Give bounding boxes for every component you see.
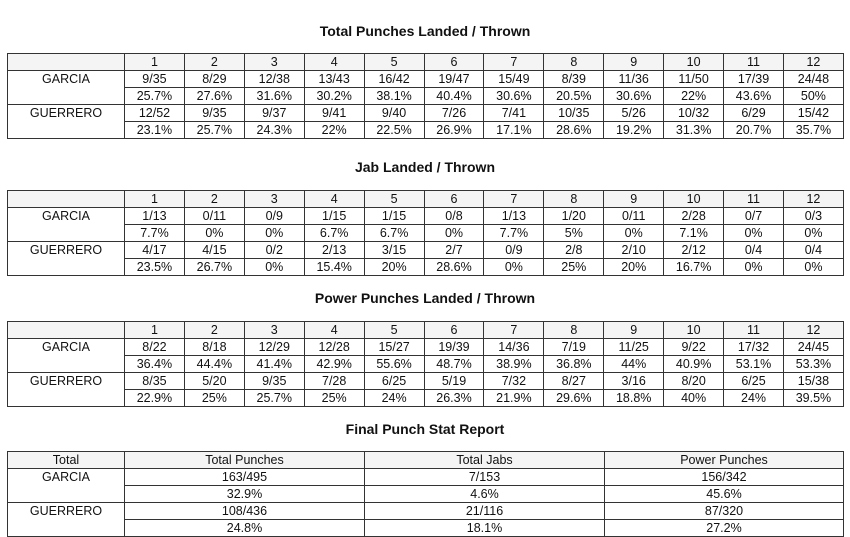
round-header: 9 — [604, 322, 664, 339]
fighter-count-row — [8, 242, 844, 259]
landed-thrown-cell: 0/11 — [604, 208, 664, 225]
percent-cell: 31.3% — [664, 122, 724, 139]
percent-cell: 30.6% — [604, 88, 664, 105]
percent-cell: 0% — [783, 225, 843, 242]
landed-thrown-cell: 9/41 — [304, 105, 364, 122]
landed-thrown-cell: 3/16 — [604, 373, 664, 390]
landed-thrown-cell: 0/9 — [244, 208, 304, 225]
landed-thrown-cell: 15/27 — [364, 339, 424, 356]
landed-thrown-cell: 5/26 — [604, 105, 664, 122]
landed-thrown-cell: 10/35 — [544, 105, 604, 122]
round-header: 1 — [125, 54, 185, 71]
fighter-name-spacer — [8, 122, 125, 139]
round-header: 11 — [724, 191, 784, 208]
fighter-name-spacer — [8, 259, 125, 276]
landed-thrown-cell: 9/40 — [364, 105, 424, 122]
landed-thrown-cell: 24/48 — [783, 71, 843, 88]
percent-cell: 23.5% — [125, 259, 185, 276]
fighter-percent-row — [8, 390, 844, 407]
landed-thrown-cell: 156/342 — [605, 469, 844, 486]
percent-cell: 16.7% — [664, 259, 724, 276]
fighter-name-spacer — [8, 390, 125, 407]
landed-thrown-cell: 0/7 — [724, 208, 784, 225]
fighter-count-row — [8, 71, 844, 88]
percent-cell: 24.3% — [244, 122, 304, 139]
landed-thrown-cell: 8/35 — [125, 373, 185, 390]
percent-cell: 41.4% — [244, 356, 304, 373]
fighter-name-spacer — [8, 88, 125, 105]
total-punches-table — [7, 53, 844, 139]
landed-thrown-cell: 9/35 — [125, 71, 185, 88]
percent-cell: 6.7% — [304, 225, 364, 242]
landed-thrown-cell: 15/42 — [783, 105, 843, 122]
landed-thrown-cell: 0/4 — [724, 242, 784, 259]
fighter-count-row — [8, 373, 844, 390]
percent-cell: 22% — [304, 122, 364, 139]
percent-cell: 17.1% — [484, 122, 544, 139]
landed-thrown-cell: 8/29 — [184, 71, 244, 88]
round-header: 12 — [783, 322, 843, 339]
landed-thrown-cell: 12/28 — [304, 339, 364, 356]
landed-thrown-cell: 19/47 — [424, 71, 484, 88]
percent-cell: 7.7% — [125, 225, 185, 242]
fighter-name-spacer — [8, 356, 125, 373]
percent-cell: 25.7% — [125, 88, 185, 105]
percent-cell: 43.6% — [724, 88, 784, 105]
landed-thrown-cell: 11/50 — [664, 71, 724, 88]
round-header: 7 — [484, 191, 544, 208]
landed-thrown-cell: 7/153 — [365, 469, 605, 486]
fighter-name: GARCIA — [8, 469, 125, 486]
jabs-table — [7, 190, 844, 276]
percent-cell: 42.9% — [304, 356, 364, 373]
round-header: 7 — [484, 322, 544, 339]
fighter-name: GARCIA — [8, 71, 125, 88]
landed-thrown-cell: 11/25 — [604, 339, 664, 356]
landed-thrown-cell: 9/35 — [184, 105, 244, 122]
landed-thrown-cell: 14/36 — [484, 339, 544, 356]
fighter-count-row — [8, 339, 844, 356]
percent-cell: 24% — [724, 390, 784, 407]
total-punches-table-wrap — [0, 53, 850, 139]
round-header: 8 — [544, 54, 604, 71]
landed-thrown-cell: 6/25 — [364, 373, 424, 390]
fighter-percent-row — [8, 520, 844, 537]
column-header: Total Jabs — [365, 452, 605, 469]
percent-cell: 23.1% — [125, 122, 185, 139]
landed-thrown-cell: 5/19 — [424, 373, 484, 390]
percent-cell: 25.7% — [184, 122, 244, 139]
percent-cell: 24.8% — [125, 520, 365, 537]
percent-cell: 40.9% — [664, 356, 724, 373]
landed-thrown-cell: 16/42 — [364, 71, 424, 88]
round-header: 4 — [304, 191, 364, 208]
percent-cell: 26.7% — [184, 259, 244, 276]
header-corner — [8, 54, 125, 71]
percent-cell: 30.6% — [484, 88, 544, 105]
percent-cell: 20% — [604, 259, 664, 276]
percent-cell: 38.9% — [484, 356, 544, 373]
percent-cell: 55.6% — [364, 356, 424, 373]
round-header: 11 — [724, 54, 784, 71]
fighter-name: GUERRERO — [8, 373, 125, 390]
percent-cell: 28.6% — [424, 259, 484, 276]
power-punches-table-wrap — [0, 321, 850, 407]
landed-thrown-cell: 0/11 — [184, 208, 244, 225]
landed-thrown-cell: 108/436 — [125, 503, 365, 520]
round-header: 6 — [424, 191, 484, 208]
total-punches-title: Total Punches Landed / Thrown — [319, 23, 531, 39]
percent-cell: 0% — [724, 259, 784, 276]
round-header: 8 — [544, 322, 604, 339]
landed-thrown-cell: 0/2 — [244, 242, 304, 259]
landed-thrown-cell: 0/9 — [484, 242, 544, 259]
landed-thrown-cell: 2/10 — [604, 242, 664, 259]
landed-thrown-cell: 0/8 — [424, 208, 484, 225]
landed-thrown-cell: 5/20 — [184, 373, 244, 390]
landed-thrown-cell: 9/35 — [244, 373, 304, 390]
landed-thrown-cell: 8/20 — [664, 373, 724, 390]
landed-thrown-cell: 8/39 — [544, 71, 604, 88]
fighter-name: GARCIA — [8, 339, 125, 356]
round-header: 2 — [184, 54, 244, 71]
percent-cell: 7.7% — [484, 225, 544, 242]
landed-thrown-cell: 6/29 — [724, 105, 784, 122]
header-corner — [8, 191, 125, 208]
column-header: Power Punches — [605, 452, 844, 469]
percent-cell: 53.1% — [724, 356, 784, 373]
percent-cell: 31.6% — [244, 88, 304, 105]
percent-cell: 18.8% — [604, 390, 664, 407]
percent-cell: 28.6% — [544, 122, 604, 139]
percent-cell: 29.6% — [544, 390, 604, 407]
fighter-name: GUERRERO — [8, 105, 125, 122]
percent-cell: 27.6% — [184, 88, 244, 105]
landed-thrown-cell: 2/12 — [664, 242, 724, 259]
percent-cell: 32.9% — [125, 486, 365, 503]
power-punches-title: Power Punches Landed / Thrown — [314, 290, 536, 306]
landed-thrown-cell: 0/4 — [783, 242, 843, 259]
header-corner — [8, 322, 125, 339]
round-header: 4 — [304, 322, 364, 339]
landed-thrown-cell: 9/37 — [244, 105, 304, 122]
fighter-name: GUERRERO — [8, 242, 125, 259]
percent-cell: 0% — [244, 225, 304, 242]
percent-cell: 22.5% — [364, 122, 424, 139]
percent-cell: 25% — [184, 390, 244, 407]
landed-thrown-cell: 17/39 — [724, 71, 784, 88]
percent-cell: 36.4% — [125, 356, 185, 373]
landed-thrown-cell: 2/7 — [424, 242, 484, 259]
percent-cell: 27.2% — [605, 520, 844, 537]
percent-cell: 25% — [304, 390, 364, 407]
fighter-name-spacer — [8, 520, 125, 537]
landed-thrown-cell: 1/20 — [544, 208, 604, 225]
percent-cell: 4.6% — [365, 486, 605, 503]
percent-cell: 20.5% — [544, 88, 604, 105]
landed-thrown-cell: 87/320 — [605, 503, 844, 520]
column-header: Total — [8, 452, 125, 469]
fighter-percent-row — [8, 122, 844, 139]
percent-cell: 22.9% — [125, 390, 185, 407]
percent-cell: 38.1% — [364, 88, 424, 105]
landed-thrown-cell: 7/28 — [304, 373, 364, 390]
jabs-table-wrap — [0, 190, 850, 276]
landed-thrown-cell: 15/49 — [484, 71, 544, 88]
fighter-percent-row — [8, 88, 844, 105]
landed-thrown-cell: 163/495 — [125, 469, 365, 486]
landed-thrown-cell: 7/19 — [544, 339, 604, 356]
percent-cell: 24% — [364, 390, 424, 407]
round-header: 10 — [664, 191, 724, 208]
round-header: 5 — [364, 322, 424, 339]
fighter-name-spacer — [8, 486, 125, 503]
round-header: 10 — [664, 54, 724, 71]
power-punches-table — [7, 321, 844, 407]
landed-thrown-cell: 4/15 — [184, 242, 244, 259]
round-header: 11 — [724, 322, 784, 339]
landed-thrown-cell: 21/116 — [365, 503, 605, 520]
round-header: 10 — [664, 322, 724, 339]
fighter-count-row — [8, 469, 844, 486]
percent-cell: 0% — [424, 225, 484, 242]
landed-thrown-cell: 12/52 — [125, 105, 185, 122]
landed-thrown-cell: 7/26 — [424, 105, 484, 122]
landed-thrown-cell: 2/13 — [304, 242, 364, 259]
fighter-percent-row — [8, 225, 844, 242]
percent-cell: 44% — [604, 356, 664, 373]
percent-cell: 0% — [244, 259, 304, 276]
header-row — [8, 191, 844, 208]
fighter-name: GARCIA — [8, 208, 125, 225]
landed-thrown-cell: 8/22 — [125, 339, 185, 356]
round-header: 4 — [304, 54, 364, 71]
percent-cell: 6.7% — [364, 225, 424, 242]
percent-cell: 21.9% — [484, 390, 544, 407]
header-row — [8, 452, 844, 469]
percent-cell: 48.7% — [424, 356, 484, 373]
round-header: 2 — [184, 322, 244, 339]
percent-cell: 20.7% — [724, 122, 784, 139]
final-report-table-wrap — [0, 451, 850, 537]
percent-cell: 30.2% — [304, 88, 364, 105]
column-header: Total Punches — [125, 452, 365, 469]
percent-cell: 35.7% — [783, 122, 843, 139]
landed-thrown-cell: 19/39 — [424, 339, 484, 356]
landed-thrown-cell: 11/36 — [604, 71, 664, 88]
fighter-percent-row — [8, 259, 844, 276]
fighter-name: GUERRERO — [8, 503, 125, 520]
fighter-count-row — [8, 503, 844, 520]
landed-thrown-cell: 7/32 — [484, 373, 544, 390]
round-header: 1 — [125, 191, 185, 208]
fighter-count-row — [8, 208, 844, 225]
percent-cell: 19.2% — [604, 122, 664, 139]
final-report-table — [7, 451, 844, 537]
round-header: 12 — [783, 191, 843, 208]
percent-cell: 44.4% — [184, 356, 244, 373]
round-header: 9 — [604, 54, 664, 71]
round-header: 3 — [244, 322, 304, 339]
round-header: 6 — [424, 322, 484, 339]
landed-thrown-cell: 17/32 — [724, 339, 784, 356]
landed-thrown-cell: 1/15 — [304, 208, 364, 225]
landed-thrown-cell: 13/43 — [304, 71, 364, 88]
round-header: 8 — [544, 191, 604, 208]
fighter-percent-row — [8, 486, 844, 503]
percent-cell: 26.3% — [424, 390, 484, 407]
percent-cell: 36.8% — [544, 356, 604, 373]
percent-cell: 5% — [544, 225, 604, 242]
landed-thrown-cell: 24/45 — [783, 339, 843, 356]
header-row — [8, 54, 844, 71]
percent-cell: 7.1% — [664, 225, 724, 242]
landed-thrown-cell: 10/32 — [664, 105, 724, 122]
percent-cell: 39.5% — [783, 390, 843, 407]
round-header: 3 — [244, 191, 304, 208]
landed-thrown-cell: 1/13 — [125, 208, 185, 225]
percent-cell: 50% — [783, 88, 843, 105]
fighter-name-spacer — [8, 225, 125, 242]
percent-cell: 40.4% — [424, 88, 484, 105]
fighter-count-row — [8, 105, 844, 122]
landed-thrown-cell: 3/15 — [364, 242, 424, 259]
percent-cell: 26.9% — [424, 122, 484, 139]
landed-thrown-cell: 2/28 — [664, 208, 724, 225]
percent-cell: 25.7% — [244, 390, 304, 407]
round-header: 6 — [424, 54, 484, 71]
landed-thrown-cell: 4/17 — [125, 242, 185, 259]
percent-cell: 25% — [544, 259, 604, 276]
percent-cell: 15.4% — [304, 259, 364, 276]
round-header: 2 — [184, 191, 244, 208]
percent-cell: 0% — [783, 259, 843, 276]
percent-cell: 22% — [664, 88, 724, 105]
final-report-title: Final Punch Stat Report — [345, 421, 505, 437]
landed-thrown-cell: 8/27 — [544, 373, 604, 390]
round-header: 12 — [783, 54, 843, 71]
fighter-percent-row — [8, 356, 844, 373]
round-header: 5 — [364, 54, 424, 71]
landed-thrown-cell: 7/41 — [484, 105, 544, 122]
landed-thrown-cell: 12/38 — [244, 71, 304, 88]
percent-cell: 0% — [724, 225, 784, 242]
round-header: 5 — [364, 191, 424, 208]
landed-thrown-cell: 15/38 — [783, 373, 843, 390]
percent-cell: 18.1% — [365, 520, 605, 537]
percent-cell: 0% — [604, 225, 664, 242]
landed-thrown-cell: 12/29 — [244, 339, 304, 356]
header-row — [8, 322, 844, 339]
landed-thrown-cell: 0/3 — [783, 208, 843, 225]
percent-cell: 0% — [184, 225, 244, 242]
landed-thrown-cell: 8/18 — [184, 339, 244, 356]
landed-thrown-cell: 9/22 — [664, 339, 724, 356]
percent-cell: 0% — [484, 259, 544, 276]
round-header: 1 — [125, 322, 185, 339]
round-header: 3 — [244, 54, 304, 71]
percent-cell: 45.6% — [605, 486, 844, 503]
percent-cell: 53.3% — [783, 356, 843, 373]
landed-thrown-cell: 1/13 — [484, 208, 544, 225]
landed-thrown-cell: 1/15 — [364, 208, 424, 225]
landed-thrown-cell: 6/25 — [724, 373, 784, 390]
percent-cell: 40% — [664, 390, 724, 407]
jabs-title: Jab Landed / Thrown — [354, 159, 495, 175]
round-header: 7 — [484, 54, 544, 71]
landed-thrown-cell: 2/8 — [544, 242, 604, 259]
round-header: 9 — [604, 191, 664, 208]
percent-cell: 20% — [364, 259, 424, 276]
